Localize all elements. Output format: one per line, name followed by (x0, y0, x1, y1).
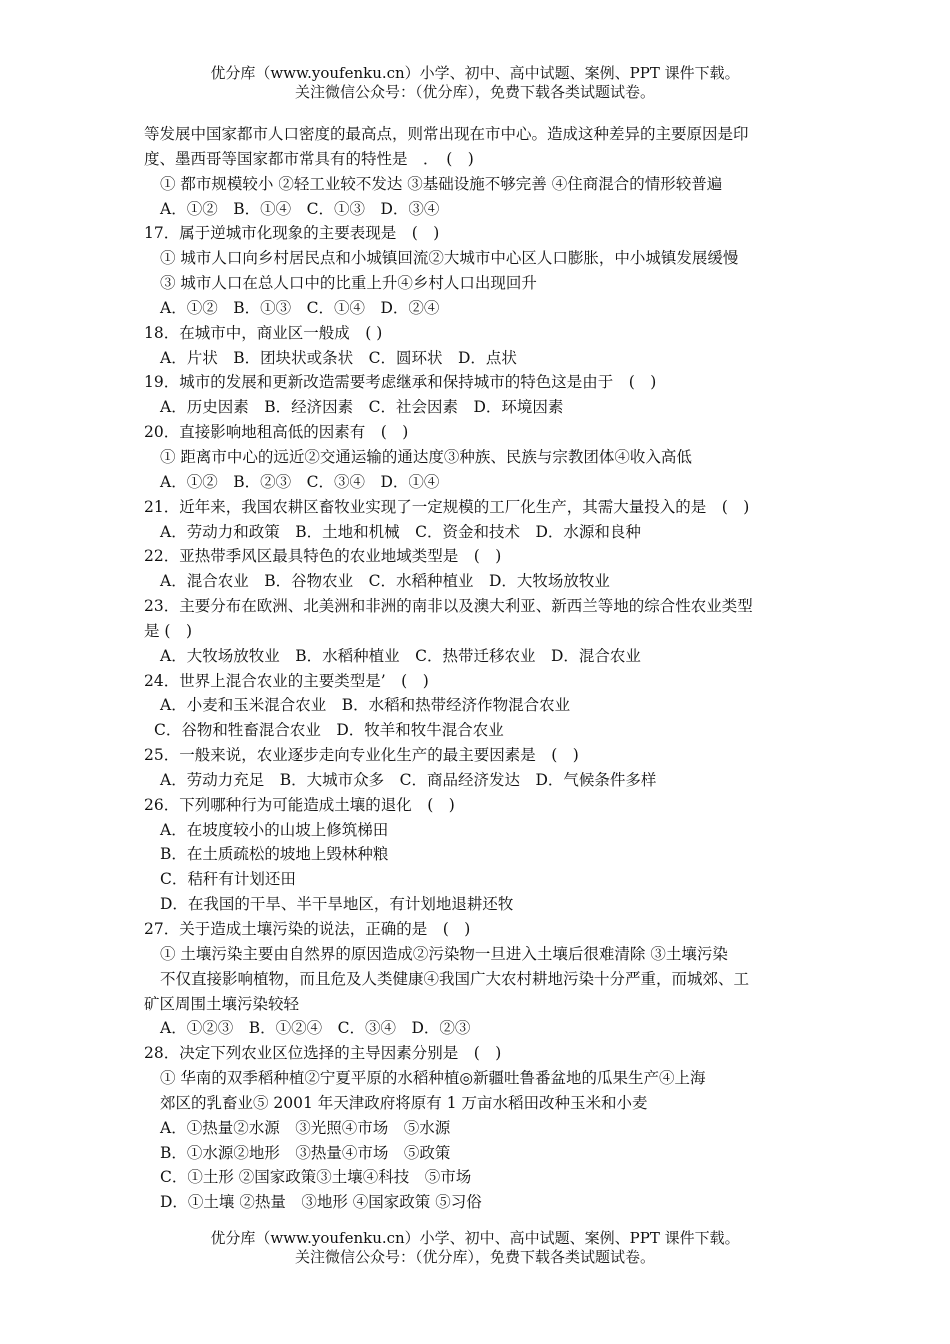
text-line: C．秸秆有计划还田 (160, 870, 296, 889)
text-line: A．①② B．①④ C．①③ D．③④ (160, 199, 440, 218)
page-header (0, 64, 950, 102)
text-line: 24．世界上混合农业的主要类型是’ ( ) (144, 671, 429, 690)
text-line: A．混合农业 B．谷物农业 C．水稻种植业 D．大牧场放牧业 (160, 572, 610, 591)
text-line: C．谷物和牲畜混合农业 D．牧羊和牧牛混合农业 (154, 721, 504, 740)
text-line: 22．亚热带季风区最具特色的农业地域类型是 ( ) (144, 547, 502, 566)
text-line: 等发展中国家都市人口密度的最高点，则常出现在市中心。造成这种差异的主要原因是印 (144, 125, 749, 143)
footer-line-2: 关注微信公众号：（优分库），免费下载各类试题试卷。 (294, 1248, 655, 1266)
text-line: 20．直接影响地租高低的因素有 ( ) (144, 423, 409, 442)
text-line: 25．一般来说，农业逐步走向专业化生产的最主要因素是 ( ) (144, 746, 579, 765)
footer-line-1: 优分库（www.youfenku.cn）小学、初中、高中试题、案例、PPT 课件下载。 (210, 1229, 740, 1247)
text-line: ① 土壤污染主要由自然界的原因造成②污染物一旦进入土壤后很难清除 ③土壤污染 (160, 944, 728, 963)
text-line: 是 ( ) (144, 621, 193, 640)
text-line: A．①②③ B．①②④ C．③④ D．②③ (160, 1019, 471, 1038)
text-line: 郊区的乳畜业⑤ 2001 年天津政府将原有 1 万亩水稻田改种玉米和小麦 (160, 1093, 648, 1112)
text-line: A．小麦和玉米混合农业 B．水稻和热带经济作物混合农业 (160, 696, 571, 715)
text-line: 19．城市的发展和更新改造需要考虑继承和保持城市的特色这是由于 ( ) (144, 373, 657, 392)
text-line: 不仅直接影响植物，而且危及人类健康④我国广大农村耕地污染十分严重，而城郊、工 (160, 969, 750, 988)
text-line: ① 城市人口向乡村居民点和小城镇回流②大城市中心区人口膨胀，中小城镇发展缓慢 (160, 249, 739, 268)
header-line-2: 关注微信公众号：（优分库），免费下载各类试题试卷。 (294, 83, 655, 101)
text-line: 21．近年来，我国农耕区畜牧业实现了一定规模的工厂化生产，其需大量投入的是 ( ) (144, 497, 750, 516)
text-line: 26．下列哪种行为可能造成土壤的退化 ( ) (144, 795, 455, 814)
text-line: B．在土质疏松的坡地上毁林种粮 (160, 845, 389, 864)
text-line: 28．决定下列农业区位选择的主导因素分别是 ( ) (144, 1044, 502, 1063)
text-line: ③ 城市人口在总人口中的比重上升④乡村人口出现回升 (160, 274, 537, 293)
text-line: A．①② B．①③ C．①④ D．②④ (160, 298, 440, 317)
text-line: D．在我国的干旱、半干旱地区，有计划地退耕还牧 (160, 895, 514, 914)
text-line: D．①土壤 ②热量 ③地形 ④国家政策 ⑤习俗 (160, 1193, 482, 1212)
text-line: A．片状 B．团块状或条状 C．圆环状 D．点状 (160, 348, 517, 367)
text-line: 23．主要分布在欧洲、北美洲和非洲的南非以及澳大利亚、新西兰等地的综合性农业类型 (144, 597, 753, 616)
text-line: A．①② B．②③ C．③④ D．①④ (160, 472, 440, 491)
text-line: 度、墨西哥等国家都市常具有的特性是 ． ( ) (144, 149, 474, 168)
text-line: 17．属于逆城市化现象的主要表现是 ( ) (144, 224, 440, 243)
document-body (144, 122, 814, 1215)
text-line: 18．在城市中，商业区一般成 ( ) (144, 323, 383, 342)
page-footer (0, 1229, 950, 1267)
text-line: B．①水源②地形 ③热量④市场 ⑤政策 (160, 1143, 451, 1162)
text-line: A．劳动力充足 B．大城市众多 C．商品经济发达 D．气候条件多样 (160, 770, 657, 789)
text-line: ① 都市规模较小 ②轻工业较不发达 ③基础设施不够完善 ④住商混合的情形较普遍 (160, 174, 723, 193)
text-line: A．历史因素 B．经济因素 C．社会因素 D．环境因素 (160, 398, 564, 417)
header-line-1: 优分库（www.youfenku.cn）小学、初中、高中试题、案例、PPT 课件下载。 (210, 64, 740, 82)
text-line: C．①土形 ②国家政策③土壤④科技 ⑤市场 (160, 1168, 472, 1187)
text-line: 矿区周围土壤污染较轻 (144, 994, 300, 1013)
text-line: A．①热量②水源 ③光照④市场 ⑤水源 (160, 1118, 451, 1137)
text-line: A．大牧场放牧业 B．水稻种植业 C．热带迁移农业 D．混合农业 (160, 646, 641, 665)
text-line: A．劳动力和政策 B．土地和机械 C．资金和技术 D．水源和良种 (160, 522, 641, 541)
text-line: ① 距离市中心的远近②交通运输的通达度③种族、民族与宗教团体④收入高低 (160, 447, 692, 466)
text-line: 27．关于造成土壤污染的说法，正确的是 ( ) (144, 920, 471, 938)
text-line: ① 华南的双季稻种植②宁夏平原的水稻种植◎新疆吐鲁番盆地的瓜果生产④上海 (160, 1069, 706, 1088)
text-line: A．在坡度较小的山坡上修筑梯田 (160, 820, 389, 839)
